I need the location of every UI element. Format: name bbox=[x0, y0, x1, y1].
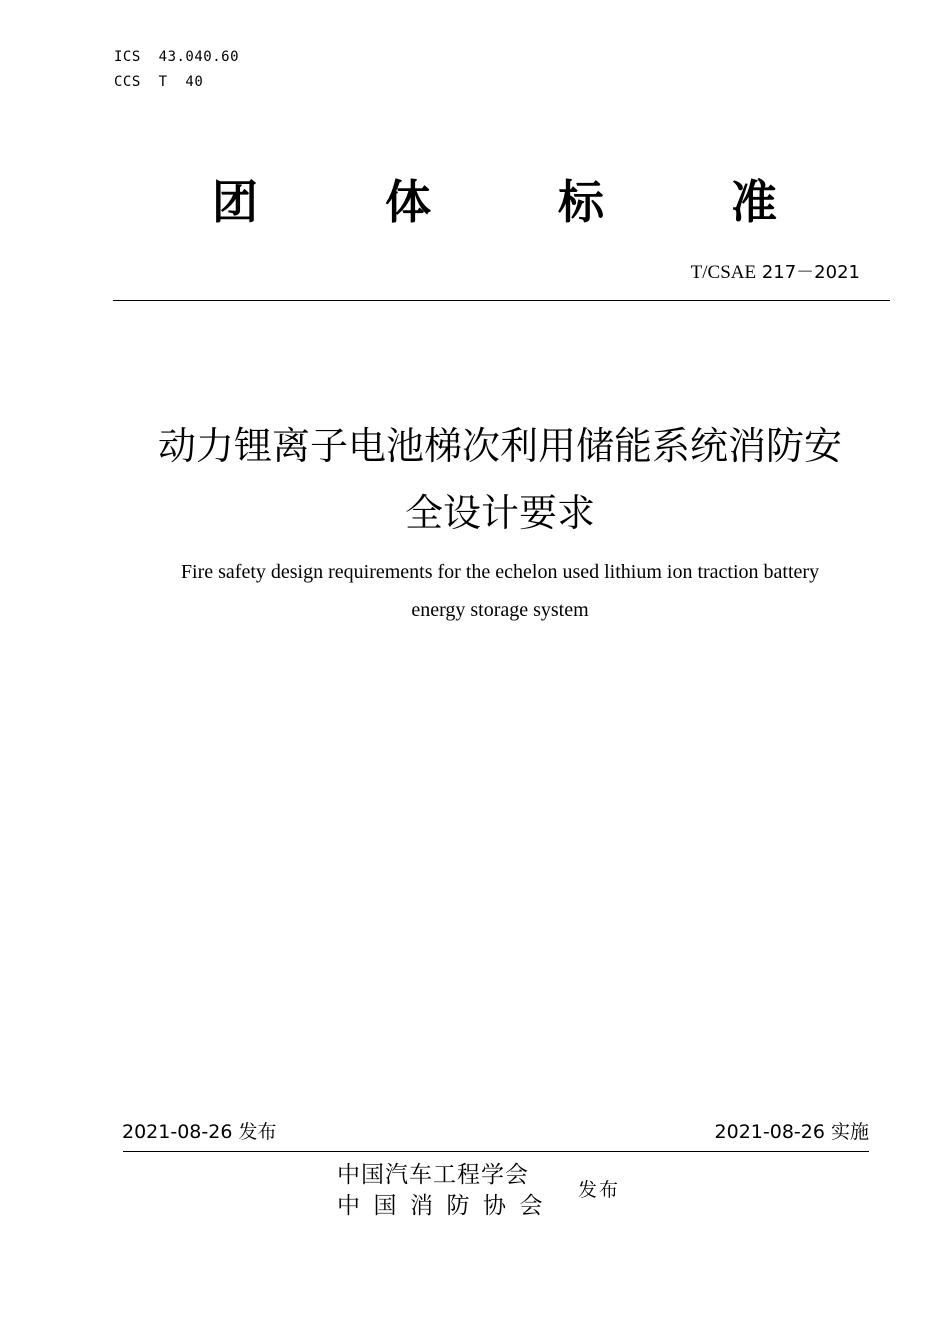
publisher-2: 中国消防协会 bbox=[337, 1193, 556, 1219]
title-cn-line-2: 全设计要求 bbox=[404, 491, 595, 535]
standard-number bbox=[691, 258, 860, 284]
standard-type-char: 标 bbox=[558, 175, 604, 229]
issue-date: 2021-08-26 发布 bbox=[122, 1121, 277, 1143]
standard-type-char: 体 bbox=[385, 175, 431, 229]
title-en-line-1: Fire safety design requirements for the echelon used lithium ion traction battery bbox=[180, 561, 820, 583]
implementation-date: 2021-08-26 实施 bbox=[714, 1121, 869, 1143]
standard-number-prefix: T/CSAE bbox=[690, 262, 757, 283]
footer-divider bbox=[123, 1151, 869, 1152]
publisher-1: 中国汽车工程学会 bbox=[337, 1162, 529, 1188]
standard-type-char: 团 bbox=[212, 175, 258, 229]
title-cn-line-1: 动力锂离子电池梯次利用储能系统消防安 bbox=[157, 424, 842, 468]
standard-number-value: 217－2021 bbox=[761, 262, 860, 283]
ics-code: ICS 43.040.60 bbox=[114, 49, 240, 65]
publish-label: 发布 bbox=[578, 1179, 621, 1201]
header-divider bbox=[113, 300, 890, 301]
standard-type-char: 准 bbox=[731, 175, 777, 229]
title-en-line-2: energy storage system bbox=[411, 599, 589, 621]
ccs-code: CCS T 40 bbox=[114, 74, 204, 90]
